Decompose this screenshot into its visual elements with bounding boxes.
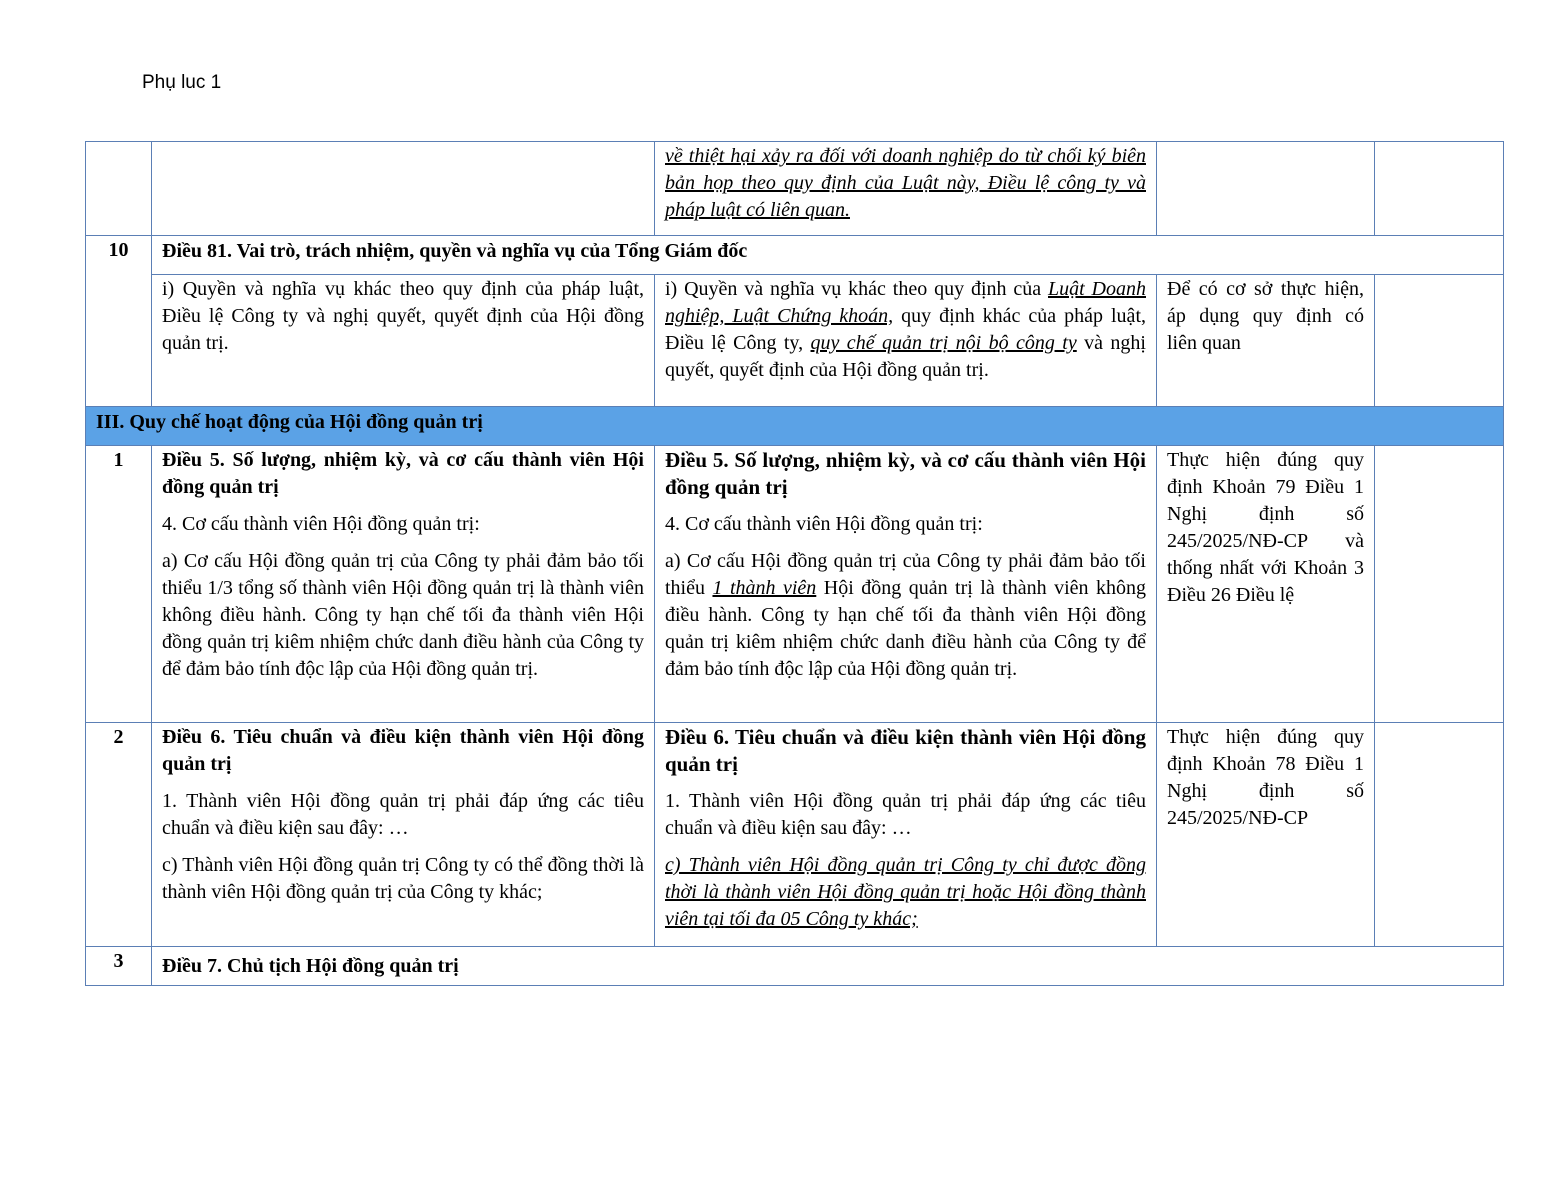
row-number: 1 <box>86 446 152 723</box>
cell-reason <box>1157 142 1375 236</box>
table-row <box>86 142 1504 236</box>
clause-item: 4. Cơ cấu thành viên Hội đồng quản trị: <box>162 513 480 535</box>
proposed-continuation-text: về thiệt hại xảy ra đối với doanh nghiệp do từ chối ký biên bản họp theo quy định của Luật này, Điều lệ công ty và pháp luật có liên quan. <box>665 145 1146 221</box>
cell-proposed <box>655 142 1157 236</box>
proposed-text: và nghị quyết, quyết định của Hội đồng quản trị. <box>665 332 1146 381</box>
cell-reason: Để có cơ sở thực hiện, áp dụng quy định có liên quan <box>1157 275 1375 407</box>
cell-proposed <box>655 723 1157 947</box>
row-number: 10 <box>86 236 152 407</box>
cell-reason: Thực hiện đúng quy định Khoản 78 Điều 1 Nghị định số 245/2025/NĐ-CP <box>1157 723 1375 947</box>
cell-current <box>152 142 655 236</box>
proposed-text: Hội đồng quản trị là thành viên không điều hành. Công ty hạn chế tối đa thành viên Hội đồng quản trị kiêm nhiệm chức danh điều hành của Công ty để đảm bảo tính độc lập của Hội đồng quản trị. <box>665 577 1146 680</box>
cell-note <box>1375 275 1504 407</box>
proposed-text: quy định khác của pháp luật, Điều lệ Công ty, <box>665 305 1146 354</box>
cell-current <box>152 446 655 723</box>
cell-current: i) Quyền và nghĩa vụ khác theo quy định của pháp luật, Điều lệ Công ty và nghị quyết, quyết định của Hội đồng quản trị. <box>152 275 655 407</box>
row-number: 3 <box>86 947 152 986</box>
clause-item: 4. Cơ cấu thành viên Hội đồng quản trị: <box>665 513 983 535</box>
proposed-amended-text: c) Thành viên Hội đồng quản trị Công ty chỉ được đồng thời là thành viên Hội đồng quản trị hoặc Hội đồng thành viên tại tối đa 05 Công ty khác; <box>665 854 1146 930</box>
proposed-text: i) Quyền và nghĩa vụ khác theo quy định của <box>665 278 1048 300</box>
clause-body: a) Cơ cấu Hội đồng quản trị của Công ty phải đảm bảo tối thiểu 1/3 tổng số thành viên Hội đồng quản trị là thành viên không điều hành. Công ty hạn chế tối đa thành viên Hội đồng quản trị kiêm nhiệm chức danh điều hành của Công ty để đảm bảo tính độc lập của Hội đồng quản trị. <box>162 550 644 680</box>
table-row <box>86 947 1504 986</box>
clause-item: 1. Thành viên Hội đồng quản trị phải đáp ứng các tiêu chuẩn và điều kiện sau đây: … <box>162 790 644 839</box>
article-heading: Điều 6. Tiêu chuẩn và điều kiện thành viên Hội đồng quản trị <box>665 725 1146 776</box>
proposed-text: a) Cơ cấu Hội đồng quản trị của Công ty phải đảm bảo tối thiểu <box>665 550 1146 599</box>
clause-body: c) Thành viên Hội đồng quản trị Công ty có thể đồng thời là thành viên Hội đồng quản trị của Công ty khác; <box>162 854 644 903</box>
article-title: Điều 81. Vai trò, trách nhiệm, quyền và nghĩa vụ của Tổng Giám đốc <box>152 236 1504 275</box>
table-row <box>86 446 1504 723</box>
cell-current <box>152 723 655 947</box>
proposed-amended-text: Luật Doanh nghiệp, Luật Chứng khoán, <box>665 278 1146 327</box>
proposed-amended-text: 1 thành viên <box>712 577 817 599</box>
cell-note <box>1375 142 1504 236</box>
proposed-amended-text: quy chế quản trị nội bộ công ty <box>810 332 1077 354</box>
cell-note <box>1375 446 1504 723</box>
cell-proposed <box>655 275 1157 407</box>
table-row <box>86 723 1504 947</box>
cell-number <box>86 142 152 236</box>
section-header-row <box>86 407 1504 446</box>
page-header-label: Phụ luc 1 <box>142 72 222 93</box>
table-row <box>86 275 1504 407</box>
article-title: Điều 7. Chủ tịch Hội đồng quản trị <box>152 947 1504 986</box>
cell-reason: Thực hiện đúng quy định Khoản 79 Điều 1 Nghị định số 245/2025/NĐ-CP và thống nhất với Khoản 3 Điều 26 Điều lệ <box>1157 446 1375 723</box>
table-row <box>86 236 1504 275</box>
cell-proposed <box>655 446 1157 723</box>
section-title: III. Quy chế hoạt động của Hội đồng quản trị <box>86 407 1504 446</box>
article-heading: Điều 6. Tiêu chuẩn và điều kiện thành viên Hội đồng quản trị <box>162 726 644 775</box>
amendment-table <box>85 141 1504 986</box>
article-heading: Điều 5. Số lượng, nhiệm kỳ, và cơ cấu thành viên Hội đồng quản trị <box>162 449 644 498</box>
cell-note <box>1375 723 1504 947</box>
clause-item: 1. Thành viên Hội đồng quản trị phải đáp ứng các tiêu chuẩn và điều kiện sau đây: … <box>665 790 1146 839</box>
article-heading: Điều 5. Số lượng, nhiệm kỳ, và cơ cấu thành viên Hội đồng quản trị <box>665 448 1146 499</box>
row-number: 2 <box>86 723 152 947</box>
clause-body <box>665 548 1146 683</box>
